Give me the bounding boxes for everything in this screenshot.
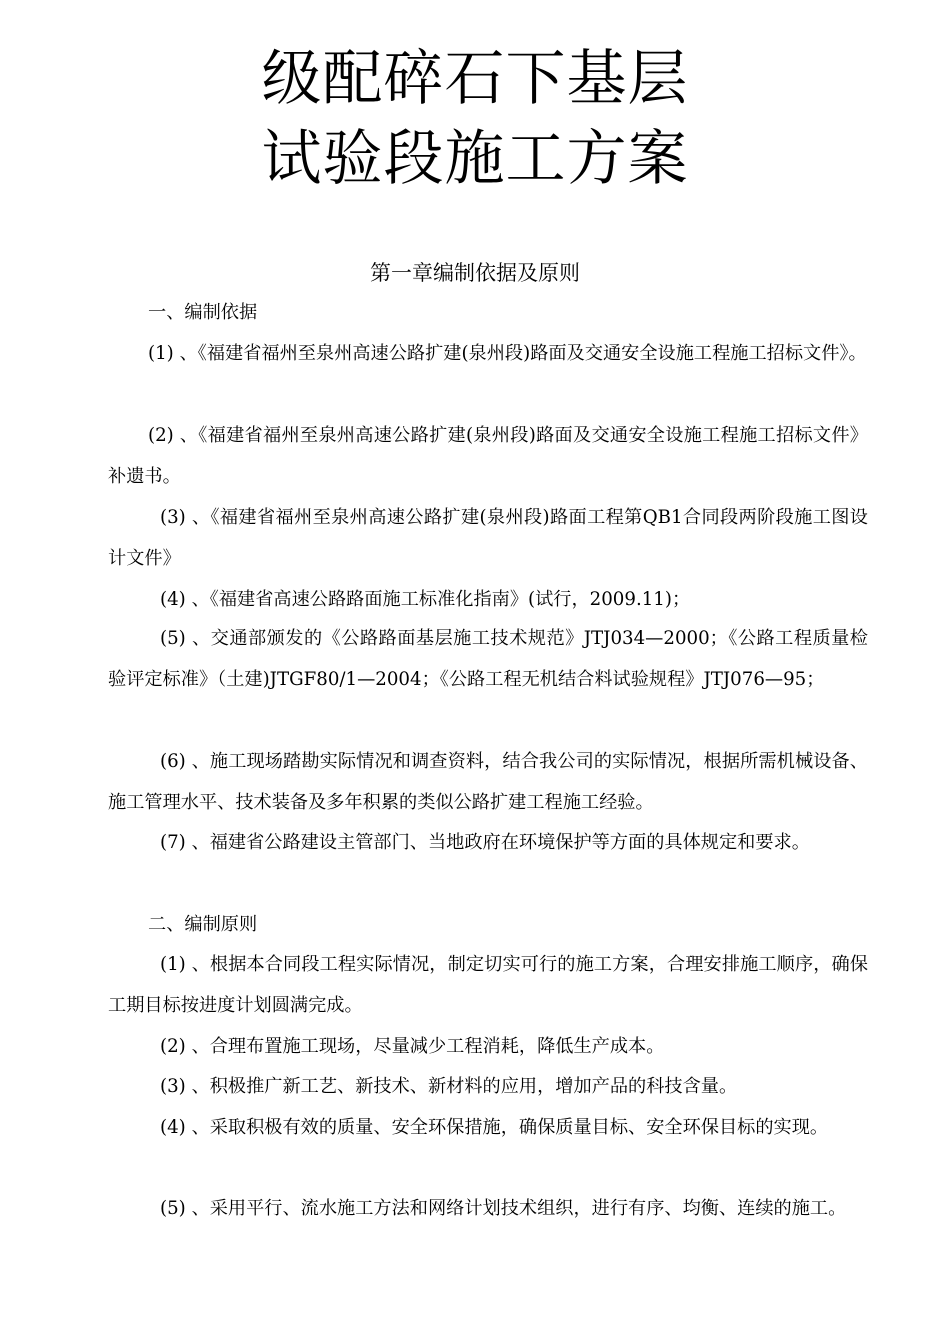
basis-item-4: (4) 、《福建省高速公路路面施工标准化指南》(试行，2009.11)；	[160, 589, 691, 610]
basis-item-6: (6) 、施工现场踏勘实际情况和调查资料，结合我公司的实际情况，根据所需机械设备、施工管理水平、技术装备及多年积累的类似公路扩建工程施工经验。	[108, 751, 868, 813]
basis-item-2: (2) 、《福建省福州至泉州高速公路扩建(泉州段)路面及交通安全设施工程施工招标文件》补遗书。	[108, 425, 868, 487]
basis-item-3: (3) 、《福建省福州至泉州高速公路扩建(泉州段)路面工程第QB1合同段两阶段施工图设计文件》	[108, 507, 868, 569]
document-title-line-2: 试验段施工方案	[261, 124, 689, 194]
section-heading-principles: 二、编制原则	[148, 914, 258, 935]
principle-item-5: (5) 、采用平行、流水施工方法和网络计划技术组织，进行有序、均衡、连续的施工。	[160, 1198, 847, 1219]
chapter-title: 第一章编制依据及原则	[370, 261, 580, 285]
principle-item-2: (2) 、合理布置施工现场，尽量减少工程消耗，降低生产成本。	[160, 1036, 665, 1057]
basis-item-1: (1) 、《福建省福州至泉州高速公路扩建(泉州段)路面及交通安全设施工程施工招标文件》。	[148, 343, 867, 364]
principle-item-3: (3) 、积极推广新工艺、新技术、新材料的应用，增加产品的科技含量。	[160, 1076, 738, 1097]
principle-item-4: (4) 、采取积极有效的质量、安全环保措施，确保质量目标、安全环保目标的实现。	[160, 1117, 829, 1138]
basis-item-5: (5) 、交通部颁发的《公路路面基层施工技术规范》JTJ034—2000；《公路工程质量检验评定标准》（土建)JTGF80/1—2004；《公路工程无机结合料试验规程》JTJ076—95；	[108, 628, 868, 690]
principle-item-1: (1) 、根据本合同段工程实际情况，制定切实可行的施工方案，合理安排施工顺序，确保工期目标按进度计划圆满完成。	[108, 954, 868, 1016]
section-heading-basis: 一、编制依据	[148, 302, 258, 323]
document-title-line-1: 级配碎石下基层	[261, 44, 689, 114]
basis-item-7: (7) 、福建省公路建设主管部门、当地政府在环境保护等方面的具体规定和要求。	[160, 832, 810, 853]
